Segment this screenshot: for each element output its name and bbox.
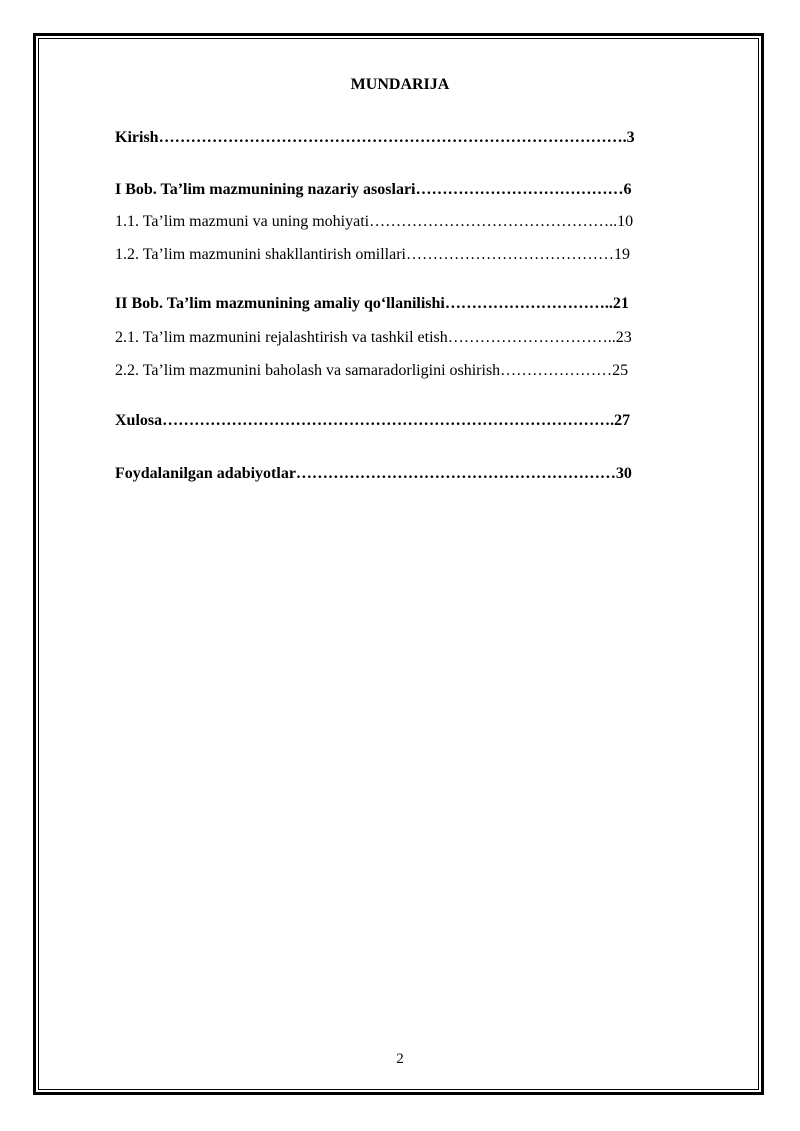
document-title: MUNDARIJA: [350, 76, 450, 93]
toc-entry-bibliography: Foydalanilgan adabiyotlar……………………………………………………30: [115, 465, 632, 482]
toc-entry-conclusion: Xulosa………………………………………………………………………….27: [115, 412, 631, 429]
toc-entry-section-1-1: 1.1. Ta’lim mazmuni va uning mohiyati………………………………………..10: [115, 213, 634, 230]
toc-entry-introduction: Kirish…………………………………………………………………………….3: [115, 129, 635, 146]
page-number: 2: [396, 1051, 404, 1067]
toc-entry-chapter-1: I Bob. Ta’lim mazmunining nazariy asoslari…………………………………6: [115, 181, 632, 198]
toc-entry-section-2-2: 2.2. Ta’lim mazmunini baholash va samaradorligini oshirish…………………25: [115, 362, 629, 379]
toc-entry-section-1-2: 1.2. Ta’lim mazmunini shakllantirish omillari…………………………………19: [115, 246, 630, 263]
toc-entry-section-2-1: 2.1. Ta’lim mazmunini rejalashtirish va tashkil etish…………………………..23: [115, 329, 632, 346]
toc-entry-chapter-2: II Bob. Ta’lim mazmunining amaliy qo‘llanilishi…………………………..21: [115, 295, 629, 312]
